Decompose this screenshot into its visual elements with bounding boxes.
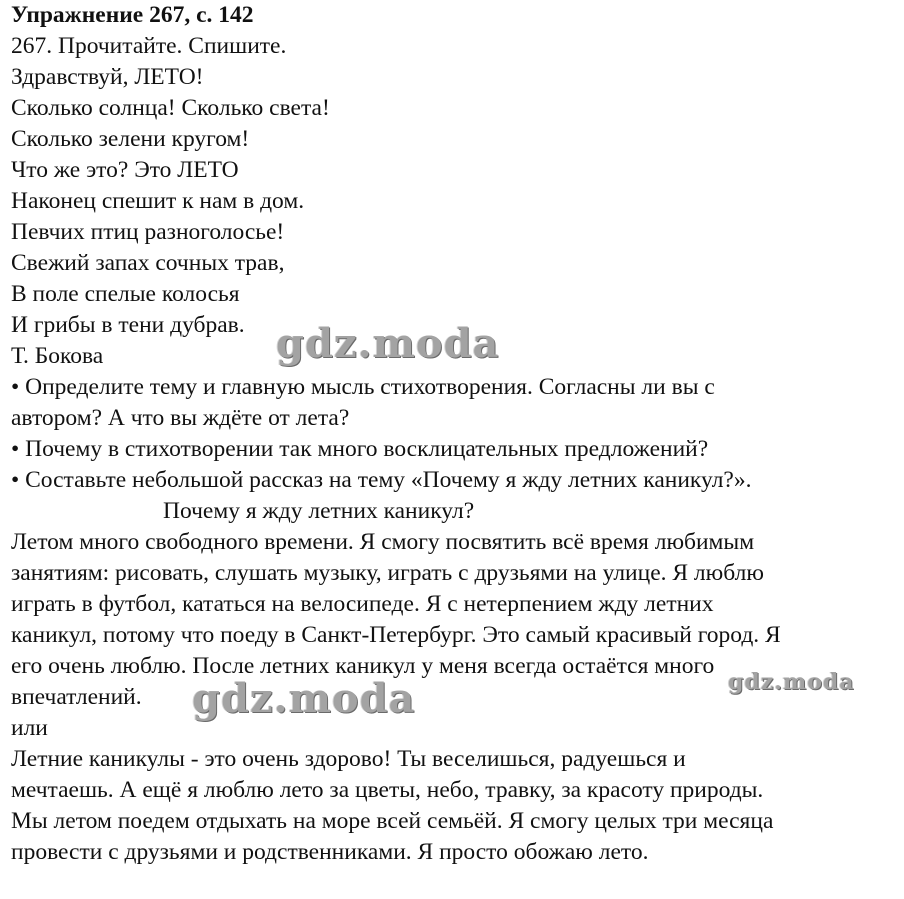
poem-author: Т. Бокова: [11, 343, 104, 369]
question-line: • Определите тему и главную мысль стихотворения. Согласны ли вы с: [11, 374, 715, 400]
answer-line: Летом много свободного времени. Я смогу посвятить всё время любимым: [11, 529, 755, 555]
answer-paragraph-2: [11, 744, 901, 868]
poem-line: Наконец спешит к нам в дом.: [11, 188, 305, 214]
watermark-logo: gdz.moda: [276, 320, 500, 367]
question-line: • Составьте небольшой рассказ на тему «Почему я жду летних каникул?».: [11, 467, 752, 493]
watermark-logo: gdz.moda: [192, 675, 416, 722]
answer-line: его очень люблю. После летних каникул у меня всегда остаётся много: [11, 653, 715, 679]
answer-line: Летние каникулы - это очень здорово! Ты веселишься, радуешься и: [11, 746, 686, 772]
answer-separator: или: [11, 715, 48, 741]
questions-list: [11, 372, 901, 496]
answer-line: занятиям: рисовать, слушать музыку, играть с друзьями на улице. Я люблю: [11, 560, 764, 586]
poem-line: И грибы в тени дубрав.: [11, 312, 245, 338]
question-line: • Почему в стихотворении так много восклицательных предложений?: [11, 436, 709, 462]
document-page: [11, 0, 901, 868]
question-line: автором? А что вы ждёте от лета?: [11, 405, 350, 431]
answer-line: каникул, потому что поеду в Санкт-Петербург. Это самый красивый город. Я: [11, 622, 781, 648]
poem-line: Сколько солнца! Сколько света!: [11, 95, 330, 121]
poem-line: Здравствуй, ЛЕТО!: [11, 64, 204, 90]
page-title: Упражнение 267, с. 142: [11, 2, 254, 28]
poem-line: Певчих птиц разноголосье!: [11, 219, 285, 245]
poem-line: В поле спелые колосья: [11, 281, 240, 307]
poem-line: Что же это? Это ЛЕТО: [11, 157, 239, 183]
poem-line: Свежий запах сочных трав,: [11, 250, 285, 276]
answer-line: провести с друзьями и родственниками. Я просто обожаю лето.: [11, 839, 649, 865]
answer-line: впечатлений.: [11, 684, 142, 710]
poem-line: Сколько зелени кругом!: [11, 126, 250, 152]
watermark-logo-small: gdz.moda: [728, 669, 855, 695]
answer-title: Почему я жду летних каникул?: [163, 498, 475, 524]
answer-line: играть в футбол, кататься на велосипеде. Я с нетерпением жду летних: [11, 591, 714, 617]
answer-line: мечтаешь. А ещё я люблю лето за цветы, небо, травку, за красоту природы.: [11, 777, 764, 803]
exercise-task: 267. Прочитайте. Спишите.: [11, 33, 287, 59]
answer-line: Мы летом поедем отдыхать на море всей семьёй. Я смогу целых три месяца: [11, 808, 774, 834]
